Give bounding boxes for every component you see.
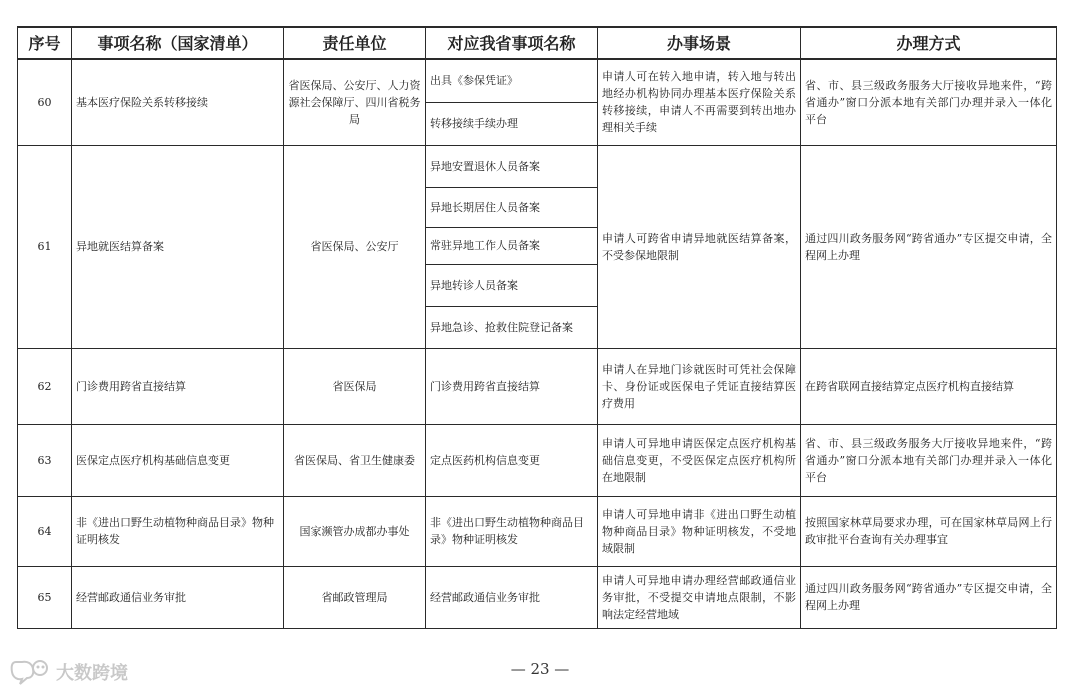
row-seq: 63 — [18, 424, 72, 496]
row-name: 异地就医结算备案 — [72, 145, 284, 348]
row-local-item: 经营邮政通信业务审批 — [426, 566, 598, 628]
row-scene: 申请人可异地申请医保定点医疗机构基础信息变更，不受医保定点医疗机构所在地限制 — [598, 424, 801, 496]
row-scene: 申请人可跨省申请异地就医结算备案，不受参保地限制 — [598, 145, 801, 348]
row-name: 非《进出口野生动植物种商品目录》物种证明核发 — [72, 496, 284, 566]
row-method: 在跨省联网直接结算定点医疗机构直接结算 — [801, 348, 1057, 424]
header-name: 事项名称（国家清单） — [72, 27, 284, 59]
header-method: 办理方式 — [801, 27, 1057, 59]
header-dept: 责任单位 — [284, 27, 426, 59]
row-method: 省、市、县三级政务服务大厅接收异地来件，“跨省通办”窗口分派本地有关部门办理并录入一体化平台 — [801, 59, 1057, 145]
table-header-row — [18, 27, 1057, 59]
header-seq: 序号 — [18, 27, 72, 59]
matters-table — [17, 26, 1057, 629]
header-local-item: 对应我省事项名称 — [426, 27, 598, 59]
row-scene: 申请人在异地门诊就医时可凭社会保障卡、身份证或医保电子凭证直接结算医疗费用 — [598, 348, 801, 424]
row-name: 经营邮政通信业务审批 — [72, 566, 284, 628]
row-local-item: 出具《参保凭证》 — [426, 59, 598, 102]
row-dept: 省邮政管理局 — [284, 566, 426, 628]
row-name: 医保定点医疗机构基础信息变更 — [72, 424, 284, 496]
row-local-item: 定点医药机构信息变更 — [426, 424, 598, 496]
row-dept: 省医保局 — [284, 348, 426, 424]
row-local-item: 转移接续手续办理 — [426, 102, 598, 145]
row-method: 通过四川政务服务网“跨省通办”专区提交申请，全程网上办理 — [801, 566, 1057, 628]
row-scene: 申请人可异地申请非《进出口野生动植物种商品目录》物种证明核发，不受地域限制 — [598, 496, 801, 566]
row-seq: 65 — [18, 566, 72, 628]
row-dept: 国家濒管办成都办事处 — [284, 496, 426, 566]
row-dept: 省医保局、省卫生健康委 — [284, 424, 426, 496]
row-seq: 61 — [18, 145, 72, 348]
table-row — [18, 145, 1057, 187]
row-name: 门诊费用跨省直接结算 — [72, 348, 284, 424]
row-seq: 64 — [18, 496, 72, 566]
row-local-item: 非《进出口野生动植物种商品目录》物种证明核发 — [426, 496, 598, 566]
row-local-item: 门诊费用跨省直接结算 — [426, 348, 598, 424]
page-number: — 23 — — [510, 660, 570, 678]
row-method: 按照国家林草局要求办理，可在国家林草局网上行政审批平台查询有关办理事宜 — [801, 496, 1057, 566]
row-local-item: 常驻异地工作人员备案 — [426, 227, 598, 264]
row-local-item: 异地安置退休人员备案 — [426, 145, 598, 187]
row-seq: 60 — [18, 59, 72, 145]
row-name: 基本医疗保险关系转移接续 — [72, 59, 284, 145]
row-scene: 申请人可异地申请办理经营邮政通信业务审批，不受提交申请地点限制，不影响法定经营地域 — [598, 566, 801, 628]
watermark-text: 大数跨境 — [56, 663, 128, 684]
table-row — [18, 424, 1057, 496]
row-dept: 省医保局、公安厅 — [284, 145, 426, 348]
table-row — [18, 566, 1057, 628]
row-method: 省、市、县三级政务服务大厅接收异地来件，“跨省通办”窗口分派本地有关部门办理并录入一体化平台 — [801, 424, 1057, 496]
row-dept: 省医保局、公安厅、人力资源社会保障厅、四川省税务局 — [284, 59, 426, 145]
row-seq: 62 — [18, 348, 72, 424]
row-scene: 申请人可在转入地申请，转入地与转出地经办机构协同办理基本医疗保险关系转移接续，申请人不再需要到转出地办理相关手续 — [598, 59, 801, 145]
row-local-item: 异地转诊人员备案 — [426, 264, 598, 306]
row-method: 通过四川政务服务网“跨省通办”专区提交申请，全程网上办理 — [801, 145, 1057, 348]
header-scene: 办事场景 — [598, 27, 801, 59]
row-local-item: 异地急诊、抢救住院登记备案 — [426, 306, 598, 348]
table-row — [18, 348, 1057, 424]
row-local-item: 异地长期居住人员备案 — [426, 187, 598, 227]
table-row — [18, 496, 1057, 566]
table-row — [18, 59, 1057, 102]
